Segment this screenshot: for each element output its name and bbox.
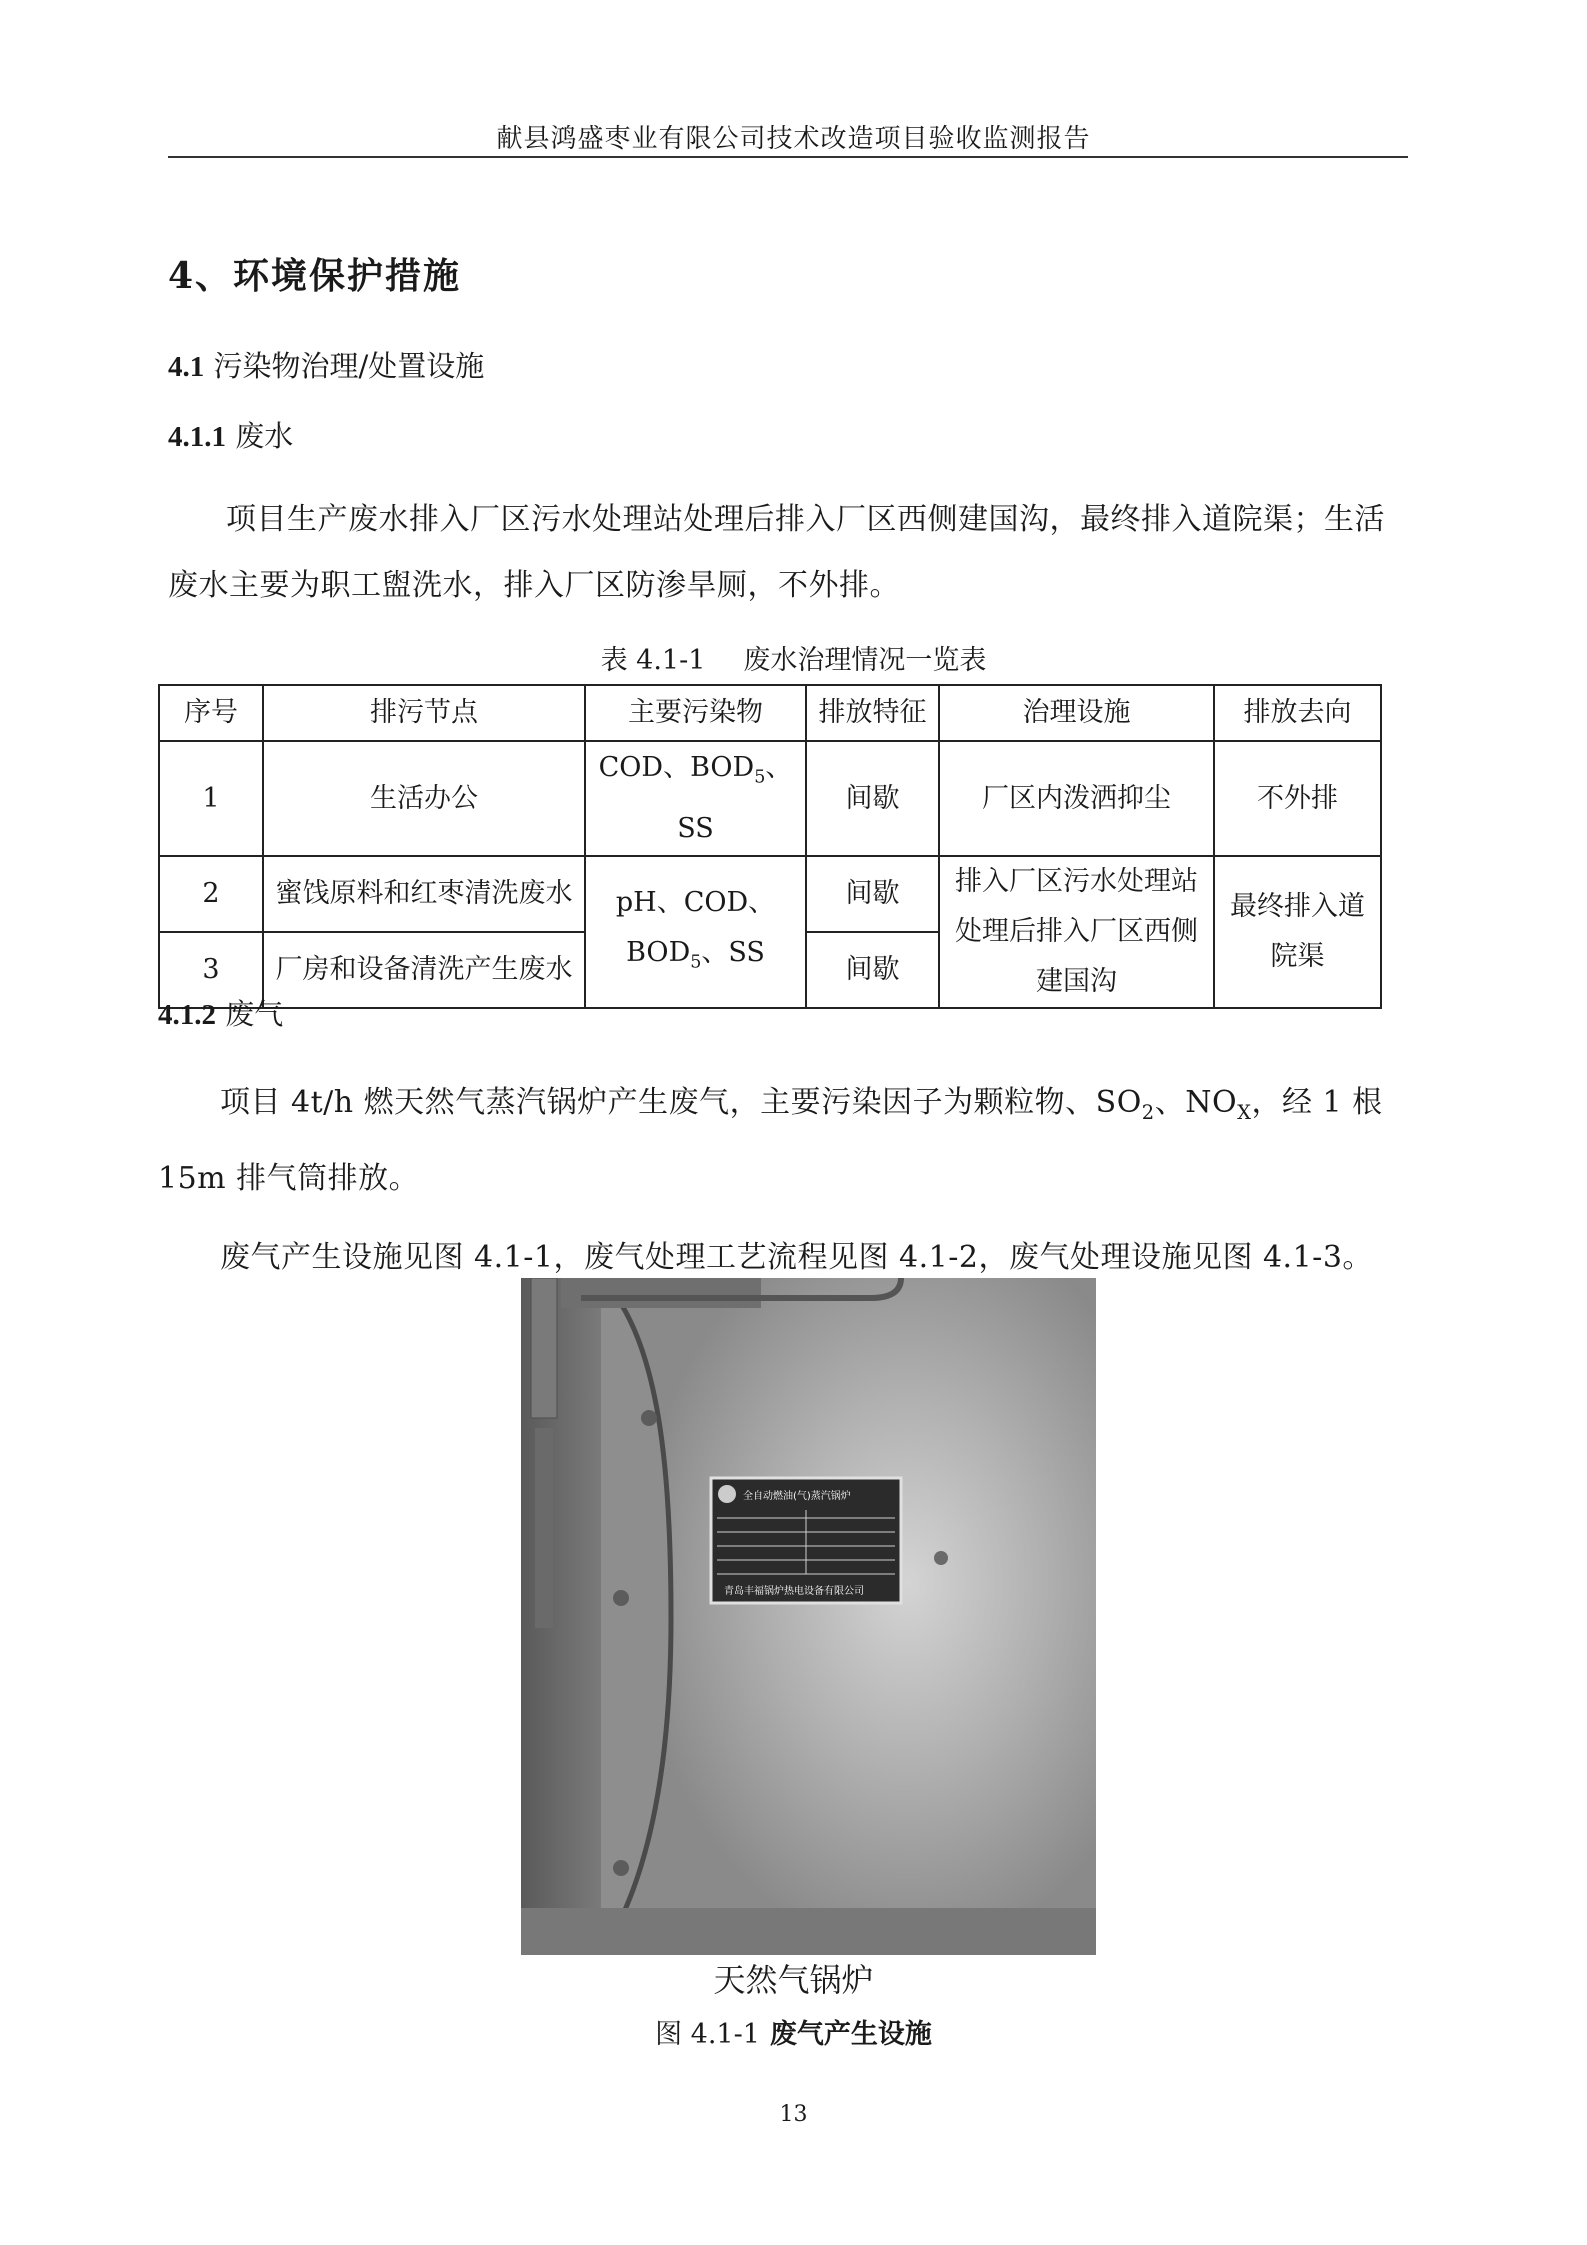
figure-number: 图 4.1-1: [655, 2019, 760, 2050]
exhaust-paragraph: 项目 4t/h 燃天然气蒸汽锅炉产生废气，主要污染因子为颗粒物、$SO_2$、$NO_X$，经 1 根 15m 排气筒排放。: [158, 1085, 1383, 1196]
wastewater-heading: [168, 414, 293, 455]
header-node: 排污节点: [263, 685, 585, 741]
row2-feature: 间歇: [806, 856, 939, 932]
row2-no: 2: [159, 856, 263, 932]
row3-no: 3: [159, 932, 263, 1008]
table-row: [159, 856, 1381, 932]
row1-node: 生活办公: [263, 741, 585, 856]
row2-node: 蜜饯原料和红枣清洗废水: [263, 856, 585, 932]
row1-facility: 厂区内泼洒抑尘: [939, 741, 1214, 856]
subsection-heading: [168, 344, 484, 385]
figure-caption: [0, 2012, 1587, 2051]
row2-3-pollutants: pH、COD、$BOD_5$、SS: [585, 856, 806, 1008]
photo-caption: 天然气锅炉: [713, 1961, 874, 1999]
table-caption-title: 废水治理情况一览表: [743, 645, 987, 676]
table-row: [159, 741, 1381, 856]
subsection-number: 4.1: [168, 351, 205, 383]
boiler-photo-illustration: [521, 1278, 1096, 1955]
wastewater-paragraph: 项目生产废水排入厂区污水处理站处理后排入厂区西侧建国沟，最终排入道院渠；生活废水主要为职工盥洗水，排入厂区防渗旱厕，不外排。: [168, 502, 1385, 603]
table-caption: [0, 638, 1587, 677]
wastewater-table: [158, 684, 1382, 1009]
row1-destination: 不外排: [1214, 741, 1381, 856]
row1-no: 1: [159, 741, 263, 856]
row1-feature: 间歇: [806, 741, 939, 856]
running-header: 献县鸿盛枣业有限公司技术改造项目验收监测报告: [496, 124, 1091, 154]
row2-3-destination: 最终排入道院渠: [1214, 856, 1381, 1008]
row3-node: 厂房和设备清洗产生废水: [263, 932, 585, 1008]
row2-3-facility: 排入厂区污水处理站处理后排入厂区西侧建国沟: [939, 856, 1214, 1008]
nameplate-title: 全自动燃油(气)蒸汽锅炉: [743, 1491, 851, 1502]
row1-pollutants: COD、$BOD_5$、SS: [585, 741, 806, 856]
figures-paragraph: 废气产生设施见图 4.1-1，废气处理工艺流程见图 4.1-2，废气处理设施见图 4.1-3。: [220, 1240, 1373, 1275]
header-no: 序号: [159, 685, 263, 741]
subsection-title: 污染物治理/处置设施: [213, 349, 485, 383]
header-facility: 治理设施: [939, 685, 1214, 741]
figure-title: 废气产生设施: [769, 2019, 932, 2050]
row3-feature: 间歇: [806, 932, 939, 1008]
nameplate-maker: 青岛丰福锅炉热电设备有限公司: [724, 1586, 864, 1597]
wastewater-heading-number: 4.1.1: [168, 421, 226, 453]
wastewater-heading-title: 废水: [235, 419, 294, 453]
header-feature: 排放特征: [806, 685, 939, 741]
page-number: 13: [779, 2102, 808, 2127]
header-rule: [168, 156, 1408, 158]
header-pollutants: 主要污染物: [585, 685, 806, 741]
section-heading: 4、环境保护措施: [168, 255, 462, 297]
boiler-photo: [521, 1278, 1096, 1955]
exhaust-heading-title: 废气: [225, 997, 284, 1031]
header-destination: 排放去向: [1214, 685, 1381, 741]
table-header-row: [159, 685, 1381, 741]
exhaust-heading-number: 4.1.2: [158, 999, 216, 1031]
exhaust-heading: [158, 992, 283, 1033]
table-caption-number: 表 4.1-1: [600, 645, 706, 676]
